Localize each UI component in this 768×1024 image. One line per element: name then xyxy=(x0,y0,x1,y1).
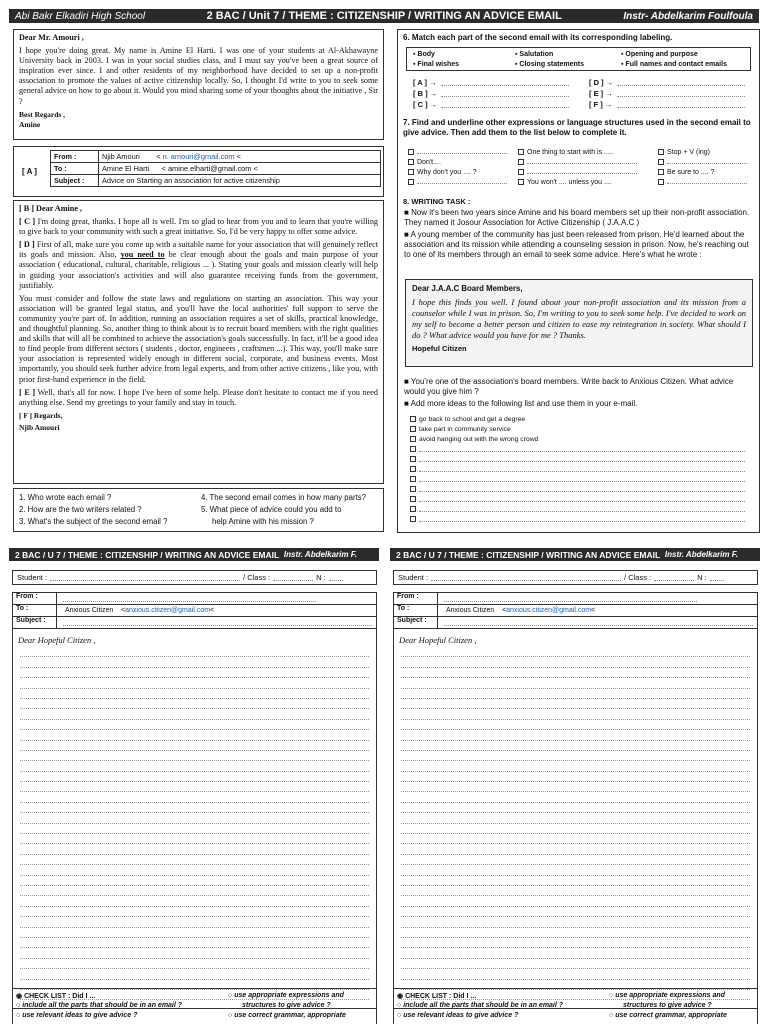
q6-parts-box xyxy=(406,47,751,71)
match-d: [ D ] → xyxy=(589,78,614,87)
school-name: Abi Bakr Elkadiri High School xyxy=(15,10,146,22)
checklist-item-3 xyxy=(228,992,344,999)
class-label: / Class : xyxy=(243,573,271,582)
checkbox-icon[interactable] xyxy=(410,456,416,462)
answer-line[interactable] xyxy=(419,456,745,462)
bullet-icon: ■ xyxy=(404,230,411,239)
form-to-label: To : xyxy=(13,605,57,616)
from-input[interactable] xyxy=(444,596,697,602)
email-one-closing: Best Regards , xyxy=(19,109,66,119)
checklist-item-1 xyxy=(397,1002,563,1009)
q7-item-9 xyxy=(658,169,758,176)
q7-item-6 xyxy=(658,158,758,166)
checklist-item-3b: structures to give advice ? xyxy=(623,1002,712,1009)
q7-item-1 xyxy=(408,148,518,156)
checkbox-icon[interactable] xyxy=(518,159,524,165)
part-c-tag: [ C ] xyxy=(19,217,36,227)
page-header xyxy=(9,9,759,23)
student-info xyxy=(12,570,377,585)
question-3: 3. What's the subject of the second email ? xyxy=(19,517,168,526)
q6-part-6: ▪ Full names and contact emails xyxy=(621,61,727,68)
checkbox-icon[interactable] xyxy=(410,476,416,482)
answer-line[interactable] xyxy=(667,158,747,164)
to-row xyxy=(51,163,381,175)
checklist-item-4 xyxy=(609,1012,727,1019)
radio-icon[interactable]: ○ xyxy=(228,1012,235,1019)
writing-lines[interactable] xyxy=(394,647,757,1000)
q8-para-2-text: A young member of the community has just been released from prison. He'd learned about the association and its mission while attending a counseling session in prison. Now, he's reaching out to one of its members through an email to seek some advice. Here's what he wrote : xyxy=(404,230,749,260)
student-label: Student : xyxy=(17,573,48,582)
checkbox-icon[interactable] xyxy=(518,149,524,155)
q6-part-3: ▪ Opening and purpose xyxy=(621,51,698,58)
q8-para-1 xyxy=(404,208,754,228)
checklist-item-1-text: include all the parts that should be in an email ? xyxy=(22,1002,183,1009)
checkbox-icon[interactable] xyxy=(410,466,416,472)
to-name: Amine El Harti xyxy=(102,164,150,173)
checklist-item-2 xyxy=(16,1012,137,1019)
part-f: [ F ] Regards, xyxy=(19,410,63,420)
checklist-item-3 xyxy=(609,992,725,999)
checkbox-icon[interactable] xyxy=(410,486,416,492)
email-two-header xyxy=(13,146,384,197)
q7-item-7-text: Why don't you .... ? xyxy=(417,168,477,176)
checklist-item-4-text: use correct grammar, appropriate xyxy=(234,1012,346,1019)
form-subject-label: Subject : xyxy=(13,617,57,628)
answer-line[interactable] xyxy=(667,178,747,184)
checklist xyxy=(393,988,758,1024)
radio-icon[interactable]: ○ xyxy=(228,992,235,999)
checkbox-icon[interactable] xyxy=(658,169,664,175)
worksheet-title: 2 BAC / Unit 7 / THEME : CITIZENSHIP / WRITING AN ADVICE EMAIL xyxy=(206,10,562,22)
q7-item-3 xyxy=(658,149,758,156)
ideas-list xyxy=(410,414,745,524)
student-info xyxy=(393,570,758,585)
email-one-signature: Amine xyxy=(19,119,41,129)
checkbox-icon[interactable] xyxy=(410,416,416,422)
label-a: [ A ] xyxy=(22,167,37,176)
right-panel xyxy=(397,29,760,533)
idea-1: go back to school and get a degree xyxy=(419,415,526,423)
n-label: N : xyxy=(697,573,707,582)
email-form: From : To : Anxious Citizen < anxious.citizen@gmail.com < Subject : Dear Hopeful Citizen , xyxy=(12,592,377,1009)
answer-line[interactable] xyxy=(417,178,507,184)
q8-title: 8. WRITING TASK : xyxy=(403,197,471,206)
q7-item-12 xyxy=(658,178,758,186)
subject-input[interactable] xyxy=(444,620,753,626)
checklist-item-2-text: use relevant ideas to give advice ? xyxy=(403,1012,519,1019)
to-email: amine.elharti@gmail.com xyxy=(167,164,252,173)
checkbox-icon[interactable] xyxy=(410,436,416,442)
sheet-header xyxy=(9,548,379,561)
answer-line[interactable] xyxy=(441,79,569,86)
checklist-item-4 xyxy=(228,1012,346,1019)
answer-line[interactable] xyxy=(419,446,745,452)
subject-value: Advice on Starting an association for active citizenship xyxy=(99,175,381,187)
answer-line[interactable] xyxy=(441,90,569,97)
sheet-title: 2 BAC / U 7 / THEME : CITIZENSHIP / WRITING AN ADVICE EMAIL xyxy=(15,549,280,560)
checkbox-icon[interactable] xyxy=(518,179,524,185)
part-d-text-3: You must consider and follow the state laws and regulations on starting an association. This way your association will be granted legal status, and you'll have the local authorities' full support to serve the community you're part of. In addition, running an association requires a set of skills, practical knowledge, and thoughtful planning. So, another thing to think about is to recruit board members with the right qualities and skills that will all be combined to achieve the association's goals successfully. In fact, it'll be a good idea to find people from different sectors ( students , doctor, engineers , craftsmen ...). This way, you'll make sure your association is represented widely enough in different social, corporate, and business events. Most importantly, you should seek further advice from legal experts, and from other active citizens , like you, with prior first-hand experience in the field. xyxy=(19,293,378,384)
radio-icon[interactable]: ○ xyxy=(397,1002,404,1009)
email-two-fields xyxy=(50,150,381,187)
answer-line[interactable] xyxy=(617,101,745,108)
from-value: Njib Amouri < n. amouri@gmail.com < xyxy=(99,151,381,163)
q6-part-5: ▪ Closing statements xyxy=(515,61,584,68)
q7-item-8 xyxy=(518,168,658,176)
q8-para-3-text: You're one of the association's board members. Write back to Anxious Citizen. What advice would you give him ? xyxy=(404,377,734,397)
q7-item-3-text: Stop + V (ing) xyxy=(667,148,710,156)
part-d-tag: [ D ] xyxy=(19,240,35,250)
bullet-icon: ■ xyxy=(404,377,411,386)
checklist-item-2 xyxy=(397,1012,518,1019)
form-from-label: From : xyxy=(394,593,438,604)
email-one-greeting: Dear Mr. Amouri , xyxy=(19,33,84,42)
checkbox-icon[interactable] xyxy=(658,159,664,165)
sheet-title: 2 BAC / U 7 / THEME : CITIZENSHIP / WRITING AN ADVICE EMAIL xyxy=(396,549,661,560)
comprehension-questions xyxy=(13,488,384,532)
q7-list xyxy=(408,147,758,187)
answer-line[interactable] xyxy=(419,516,745,522)
form-subject-label: Subject : xyxy=(394,617,438,628)
checkbox-icon[interactable] xyxy=(518,169,524,175)
checklist-item-3-text: use appropriate expressions and xyxy=(615,992,725,999)
writing-sheet-left xyxy=(9,548,379,1024)
part-d-text-2: be clear enough about the goals and main purpose of your association ( educational, cultural, charitable, religious ... ). Stating your goals and mission clearly will help in guiding your association's activities and will also guarantee receiving funds from the government, justifiably. xyxy=(19,250,379,290)
checklist-item-3b: structures to give advice ? xyxy=(242,1002,331,1009)
answer-line[interactable] xyxy=(419,506,745,512)
answer-line[interactable] xyxy=(617,90,745,97)
q7-item-2 xyxy=(518,149,658,156)
subject-label: Subject : xyxy=(51,175,99,187)
part-e-tag: [ E ] xyxy=(19,387,36,397)
answer-line[interactable] xyxy=(419,486,745,492)
checkbox-icon[interactable] xyxy=(408,179,414,185)
answer-line[interactable] xyxy=(417,148,507,154)
q8-para-4 xyxy=(404,399,754,409)
checklist-item-1 xyxy=(16,1002,182,1009)
q8-para-2 xyxy=(404,230,754,261)
q7-item-7 xyxy=(408,169,518,176)
n-field[interactable] xyxy=(710,574,724,581)
radio-icon[interactable]: ○ xyxy=(16,1002,23,1009)
sheet-instructor: Instr. Abdelkarim F. xyxy=(664,550,738,559)
class-field[interactable] xyxy=(273,574,313,581)
answer-line[interactable] xyxy=(419,476,745,482)
bullet-icon: ■ xyxy=(404,399,411,408)
from-input[interactable] xyxy=(63,596,316,602)
part-c xyxy=(19,217,378,237)
q8-para-4-text: Add more ideas to the following list and use them in your e-mail. xyxy=(410,399,638,408)
checklist xyxy=(12,988,377,1024)
checklist-title-text: CHECK LIST : Did I ... xyxy=(24,993,96,1000)
question-1: 1. Who wrote each email ? xyxy=(19,493,112,502)
question-4: 4. The second email comes in how many parts? xyxy=(201,493,366,502)
part-e-text: Well, that's all for now. I hope I've been of some help. Please don't hesitate to contact me if you need anything else. Send my greetings to your family and stay in touch. xyxy=(19,387,378,407)
q6-part-1: ▪ Body xyxy=(413,51,435,58)
answer-line[interactable] xyxy=(419,496,745,502)
q6-matching xyxy=(413,77,753,110)
match-e: [ E ] → xyxy=(589,89,613,98)
radio-icon[interactable]: ○ xyxy=(609,992,616,999)
letter-body: I hope this finds you well. I found about your non-profit association and its mission from a counselor while I was in prison. So, I'm writing to you to seek some help. I've decided to work on my self to become a better person and citizen to ease my reintegration in society. What should I do ? What advice would you have for me ? Thanks. xyxy=(412,297,746,340)
checkbox-icon[interactable] xyxy=(408,149,414,155)
checklist-item-4-text: use correct grammar, appropriate xyxy=(615,1012,727,1019)
checklist-title-text: CHECK LIST : Did I ... xyxy=(405,993,477,1000)
prisoner-letter xyxy=(405,279,753,367)
checklist-item-1-text: include all the parts that should be in an email ? xyxy=(403,1002,564,1009)
checkbox-icon[interactable] xyxy=(410,496,416,502)
q6-title: 6. Match each part of the second email with its corresponding labeling. xyxy=(403,33,673,42)
letter-greeting: Dear J.A.A.C Board Members, xyxy=(412,284,523,293)
checkbox-icon[interactable] xyxy=(658,149,664,155)
student-field[interactable] xyxy=(50,574,240,581)
form-from-label: From : xyxy=(13,593,57,604)
radio-icon[interactable]: ○ xyxy=(16,1012,23,1019)
bullet-icon: ◉ xyxy=(16,993,25,1000)
question-5-cont: help Amine with his mission ? xyxy=(212,517,314,526)
q7-item-9-text: Be sure to .... ? xyxy=(667,168,715,176)
radio-icon[interactable]: ○ xyxy=(397,1012,404,1019)
q8-para-1-text: Now it's been two years since Amine and his board members set up their non-profit association. They named it Josour Association for Active Citizenship ( J.A.A.C ) xyxy=(404,208,750,228)
from-label: From : xyxy=(51,151,99,163)
form-to-name: Anxious Citizen xyxy=(65,607,114,614)
student-field[interactable] xyxy=(431,574,621,581)
to-label: To : xyxy=(51,163,99,175)
answer-line[interactable] xyxy=(617,79,745,86)
form-to-name: Anxious Citizen xyxy=(446,607,495,614)
form-to-label: To : xyxy=(394,605,438,616)
from-row xyxy=(51,151,381,163)
q6-part-2: ▪ Salutation xyxy=(515,51,554,58)
from-name: Njib Amouri xyxy=(102,152,140,161)
match-b: [ B ] → xyxy=(413,89,438,98)
match-f: [ F ] → xyxy=(589,100,613,109)
q7-item-2-text: One thing to start with is ..... xyxy=(527,148,614,156)
part-c-text: I'm doing great, thanks. I hope all is well. I'm so glad to hear from you and to learn that you're willing to give back to your community with such a great initiative. So, I'd be very happy to offer some advice. xyxy=(19,217,379,237)
student-label: Student : xyxy=(398,573,429,582)
part-d xyxy=(19,240,378,290)
part-e xyxy=(19,388,378,408)
checkbox-icon[interactable] xyxy=(410,506,416,512)
question-5: 5. What piece of advice could you add to xyxy=(201,505,342,514)
q7-item-11-text: You won't .... unless you .... xyxy=(527,178,612,186)
class-label: / Class : xyxy=(624,573,652,582)
q6-part-4: ▪ Final wishes xyxy=(413,61,460,68)
email-two-body xyxy=(13,200,384,484)
radio-icon[interactable]: ○ xyxy=(609,1012,616,1019)
from-email: n. amouri@gmail.com xyxy=(162,152,235,161)
instructor-name: Instr- Abdelkarim Foulfoula xyxy=(623,10,753,22)
bullet-icon: ◉ xyxy=(397,993,406,1000)
class-field[interactable] xyxy=(654,574,694,581)
question-2: 2. How are the two writers related ? xyxy=(19,505,142,514)
answer-line[interactable] xyxy=(419,466,745,472)
form-to-email: anxious.citizen@gmail.com xyxy=(125,607,211,614)
writing-lines[interactable] xyxy=(13,647,376,1000)
checkbox-icon[interactable] xyxy=(408,169,414,175)
checkbox-icon[interactable] xyxy=(658,179,664,185)
letter-signature: Hopeful Citizen xyxy=(412,344,467,353)
writing-sheet-right xyxy=(390,548,760,1024)
idea-2: take part in community service xyxy=(419,425,511,433)
form-greeting: Dear Hopeful Citizen , xyxy=(399,635,477,645)
checklist-title xyxy=(16,992,95,1000)
idea-3: avoid hanging out with the wrong crowd xyxy=(419,435,539,443)
sheet-instructor: Instr. Abdelkarim F. xyxy=(283,550,357,559)
bullet-icon: ■ xyxy=(404,208,412,217)
match-a: [ A ] → xyxy=(413,78,437,87)
email-one-body: I hope you're doing great. My name is Amine El Harti. I was one of your students at Al-Akhawayne University back in 2003. I was in your social studies class, and I must say you've been a great source of inspiration ever since. I and other residents of my neighborhood have decided to set up a non-profit association to promote the values of active citizenship locally. So, I thought I'd write to you to seek some general advice on how to go about it. Would you mind sharing some of your thoughts about the initiative , Sir ? xyxy=(19,46,378,106)
q7-item-5 xyxy=(518,158,658,166)
answer-line[interactable] xyxy=(527,158,637,164)
q7-item-4-text: Don't.... xyxy=(417,158,441,166)
email-form: From : To : Anxious Citizen < anxious.citizen@gmail.com < Subject : Dear Hopeful Citizen , xyxy=(393,592,758,1009)
q7-item-11 xyxy=(518,179,658,186)
part-d-text-1: First of all, make sure you come up with a suitable name for your association that will genuinely reflect its goals and mission. Also, xyxy=(19,240,378,260)
checklist-item-3-text: use appropriate expressions and xyxy=(234,992,344,999)
email-one xyxy=(13,29,384,140)
q7-item-10 xyxy=(408,178,518,186)
subject-input[interactable] xyxy=(63,620,372,626)
q7-item-4 xyxy=(408,159,518,166)
form-to-email: anxious.citizen@gmail.com xyxy=(506,607,592,614)
answer-line[interactable] xyxy=(441,101,569,108)
underlined-phrase: you need to xyxy=(120,250,165,260)
sheet-header xyxy=(390,548,760,561)
email-two-signature: Njib Amouri xyxy=(19,422,60,432)
q7-title: 7. Find and underline other expressions or language structures used in the second email to give advice. Then add them to the list below to complete it. xyxy=(403,118,751,138)
to-value: Amine El Harti < amine.elharti@gmail.com < xyxy=(99,163,381,175)
checkbox-icon[interactable] xyxy=(408,159,414,165)
checkbox-icon[interactable] xyxy=(410,426,416,432)
subject-row xyxy=(51,175,381,187)
answer-line[interactable] xyxy=(527,168,637,174)
q8-para-3 xyxy=(404,377,754,397)
checkbox-icon[interactable] xyxy=(410,446,416,452)
checklist-title xyxy=(397,992,476,1000)
checkbox-icon[interactable] xyxy=(410,516,416,522)
n-label: N : xyxy=(316,573,326,582)
match-c: [ C ] → xyxy=(413,100,438,109)
n-field[interactable] xyxy=(329,574,343,581)
form-greeting: Dear Hopeful Citizen , xyxy=(18,635,96,645)
part-b: [ B ] Dear Amine , xyxy=(19,204,83,213)
checklist-item-2-text: use relevant ideas to give advice ? xyxy=(22,1012,138,1019)
